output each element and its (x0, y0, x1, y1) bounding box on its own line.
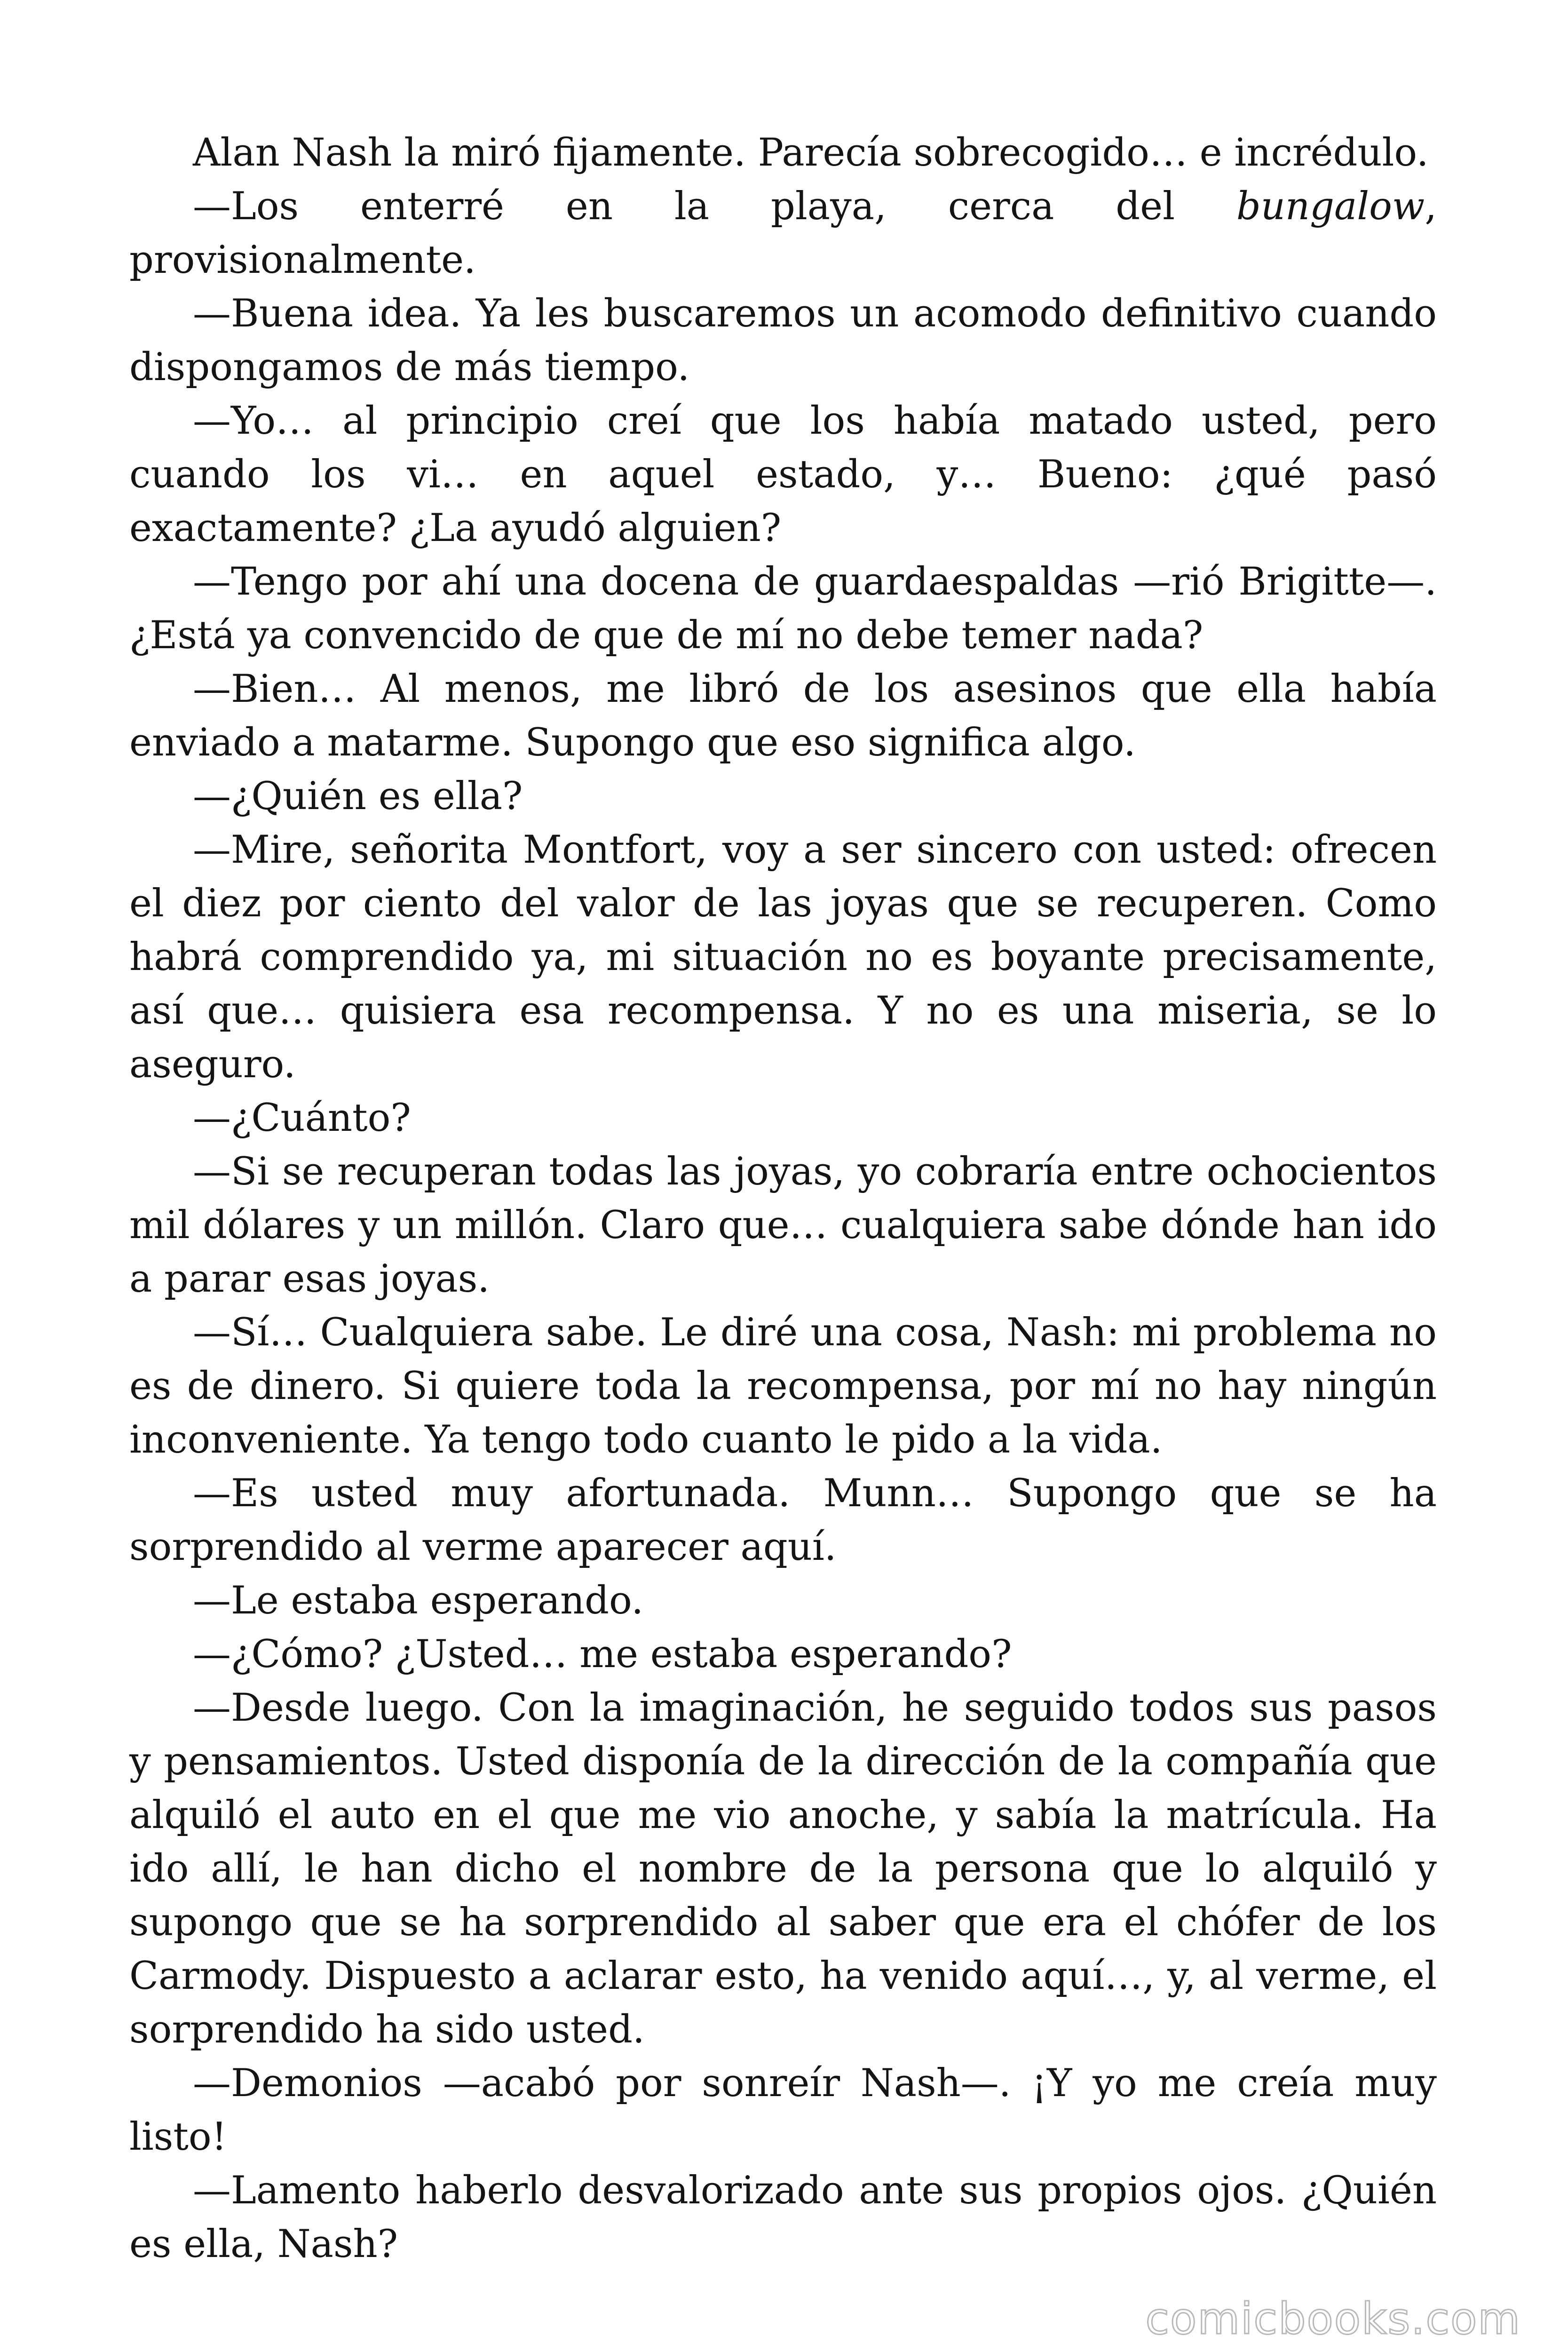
paragraph: Alan Nash la miró fijamente. Parecía sobrecogido… e incrédulo. (193, 131, 1429, 175)
paragraph: —Buena idea. Ya les buscaremos un acomodo definitivo cuando dispongamos de más tiempo. (129, 292, 1437, 389)
paragraph: —Yo… al principio creí que los había matado usted, pero cuando los vi… en aquel estado, y… Bueno: ¿qué pasó exactamente? ¿La ayudó alguien? (129, 399, 1437, 550)
paragraph: —¿Cómo? ¿Usted… me estaba esperando? (193, 1632, 1012, 1677)
paragraph-text: —Los enterré en la playa, cerca del (193, 184, 1236, 229)
paragraph: —Desde luego. Con la imaginación, he seguido todos sus pasos y pensamientos. Usted disponía de la dirección de la compañía que alquiló el auto en el que me vio anoche, y sabía la matrícula. Ha ido allí, le han dicho el nombre de la persona que lo alquiló y supongo que se ha sorprendido al saber que era el chófer de los Carmody. Dispuesto a aclarar esto, ha venido aquí…, y, al verme, el sorprendido ha sido usted. (129, 1686, 1437, 2052)
paragraph: —Mire, señorita Montfort, voy a ser sincero con usted: ofrecen el diez por ciento del valor de las joyas que se recuperen. Como habrá comprendido ya, mi situación no es boyante precisamente, así que… quisiera esa recompensa. Y no es una miseria, se lo aseguro. (129, 828, 1437, 1087)
paragraph-text: , provisionalmente. (129, 184, 1437, 282)
paragraph: —Es usted muy afortunada. Munn… Supongo que se ha sorprendido al verme aparecer aquí. (129, 1471, 1437, 1569)
body-text (129, 126, 1437, 2271)
italic-word: bungalow (1236, 184, 1425, 229)
paragraph: —Demonios —acabó por sonreír Nash—. ¡Y yo me creía muy listo! (129, 2061, 1437, 2159)
paragraph: —Lamento haberlo desvalorizado ante sus propios ojos. ¿Quién es ella, Nash? (129, 2169, 1437, 2266)
paragraph: —Bien… Al menos, me libró de los asesinos que ella había enviado a matarme. Supongo que eso significa algo. (129, 667, 1437, 765)
paragraph: —Tengo por ahí una docena de guardaespaldas —rió Brigitte—. ¿Está ya convencido de que de mí no debe temer nada? (129, 560, 1437, 658)
paragraph (129, 180, 1437, 287)
paragraph: —Le estaba esperando. (193, 1579, 644, 1623)
paragraph: —Sí… Cualquiera sabe. Le diré una cosa, Nash: mi problema no es de dinero. Si quiere toda la recompensa, por mí no hay ningún inconveniente. Ya tengo todo cuanto le pido a la vida. (129, 1311, 1437, 1462)
watermark: comicbooks.com (1145, 2294, 1521, 2344)
paragraph: —¿Cuánto? (193, 1096, 411, 1140)
paragraph: —Si se recuperan todas las joyas, yo cobraría entre ochocientos mil dólares y un millón. Claro que… cualquiera sabe dónde han ido a parar esas joyas. (129, 1150, 1437, 1301)
paragraph: —¿Quién es ella? (193, 774, 523, 818)
